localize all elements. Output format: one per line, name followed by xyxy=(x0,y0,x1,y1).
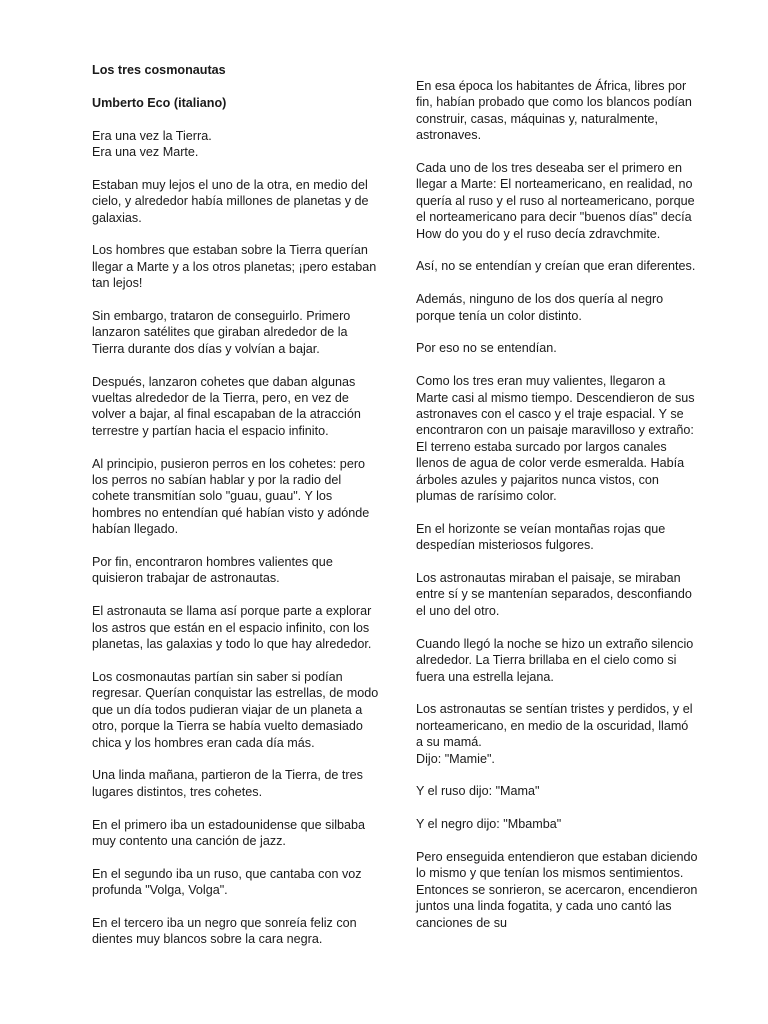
paragraph xyxy=(416,160,698,242)
paragraph xyxy=(92,374,382,440)
document-title: Los tres cosmonautas xyxy=(92,63,226,77)
paragraph xyxy=(416,701,698,767)
paragraph-line: En el segundo iba un ruso, que cantaba con voz profunda "Volga, Volga". xyxy=(92,866,362,898)
paragraph xyxy=(92,817,382,850)
paragraph xyxy=(416,78,698,144)
paragraph xyxy=(416,570,698,619)
paragraph xyxy=(416,636,698,685)
paragraph-line: Los astronautas se sentían tristes y perdidos, y el norteamericano, en medio de la oscuridad, llamó a su mamá. xyxy=(416,702,693,750)
paragraph xyxy=(416,849,698,931)
paragraph xyxy=(92,308,382,357)
document-author: Umberto Eco (italiano) xyxy=(92,95,227,110)
paragraph-line: Y el ruso dijo: "Mama" xyxy=(416,784,540,799)
paragraph xyxy=(92,866,382,899)
paragraph-line: Así, no se entendían y creían que eran diferentes. xyxy=(416,259,696,274)
paragraph xyxy=(416,783,698,799)
paragraph-line: Y el negro dijo: "Mbamba" xyxy=(416,817,562,832)
paragraph-line: El astronauta se llama así porque parte a explorar los astros que están en el espacio infinito, con los planetas, las galaxias y todo lo que hay alrededor. xyxy=(92,604,372,652)
paragraph-line: Por fin, encontraron hombres valientes que quisieron trabajar de astronautas. xyxy=(92,555,333,586)
paragraph-line: Por eso no se entendían. xyxy=(416,341,557,356)
paragraph xyxy=(416,521,698,554)
paragraph xyxy=(92,603,382,652)
paragraph xyxy=(416,258,698,274)
paragraph-line: Cuando llegó la noche se hizo un extraño silencio alrededor. La Tierra brillaba en el cielo como si fuera una estrella lejana. xyxy=(416,636,694,684)
paragraph xyxy=(92,177,382,226)
left-column xyxy=(92,62,382,964)
paragraph-line: Pero enseguida entendieron que estaban diciendo lo mismo y que tenían los mismos sentimientos. Entonces se sonrieron, se acercaron, encendieron juntos una linda fogatita, y cada uno cantó las canciones de su xyxy=(416,849,698,930)
paragraph-line: Una linda mañana, partieron de la Tierra, de tres lugares distintos, tres cohetes. xyxy=(92,768,363,799)
paragraph-line: Como los tres eran muy valientes, llegaron a Marte casi al mismo tiempo. Descendieron de sus astronaves con el casco y el traje espacial. Y se encontraron con un paisaje maravilloso y extraño: El terreno estaba surcado por largos canales llenos de agua de color verde esmeralda. Había árboles azules y pajaritos nunca vistos, con plumas de rarísimo color. xyxy=(416,374,695,504)
paragraph xyxy=(92,128,382,161)
paragraph xyxy=(416,340,698,356)
paragraph-line: Además, ninguno de los dos quería al negro porque tenía un color distinto. xyxy=(416,292,664,323)
paragraph xyxy=(92,915,382,948)
paragraph-line: Sin embargo, trataron de conseguirlo. Primero lanzaron satélites que giraban alrededor de la Tierra durante dos días y volvían a bajar. xyxy=(92,309,351,356)
paragraph xyxy=(92,242,382,291)
paragraph xyxy=(92,456,382,538)
paragraph-line: Era una vez la Tierra. xyxy=(92,128,212,143)
paragraph xyxy=(92,767,382,800)
paragraph-line: Al principio, pusieron perros en los cohetes: pero los perros no sabían hablar y por la radio del cohete transmitían solo "guau, guau". Y los hombres no entendían qué habían visto y adónde habían llegado. xyxy=(92,456,370,537)
paragraph xyxy=(416,373,698,504)
paragraph-line: Después, lanzaron cohetes que daban algunas vueltas alrededor de la Tierra, pero, en vez de volver a bajar, al final escapaban de la atracción terrestre y partían hacia el espacio infinito. xyxy=(92,374,361,438)
paragraph xyxy=(92,669,382,751)
paragraph-line: Estaban muy lejos el uno de la otra, en medio del cielo, y alrededor había millones de planetas y de galaxias. xyxy=(92,177,369,225)
right-column xyxy=(416,78,698,947)
paragraph-line: En el horizonte se veían montañas rojas que despedían misteriosos fulgores. xyxy=(416,521,666,553)
paragraph-line: Era una vez Marte. xyxy=(92,145,199,159)
paragraph-line: Los astronautas miraban el paisaje, se miraban entre sí y se mantenían separados, desconfiando el uno del otro. xyxy=(416,571,692,618)
paragraph xyxy=(92,554,382,587)
paragraph-line: En esa época los habitantes de África, libres por fin, habían probado que como los blancos podían construir, casas, máquinas y, naturalmente, astronaves. xyxy=(416,79,692,143)
paragraph-line: Los cosmonautas partían sin saber si podían regresar. Querían conquistar las estrellas, de modo que un día todos pudieran viajar de un planeta a otro, porque la Tierra se había vuelto demasiado chica y los hombres eran cada día más. xyxy=(92,669,379,750)
paragraph-line: En el tercero iba un negro que sonreía feliz con dientes muy blancos sobre la cara negra. xyxy=(92,915,357,947)
paragraph-line: Los hombres que estaban sobre la Tierra querían llegar a Marte y a los otros planetas; ¡pero estaban tan lejos! xyxy=(92,243,377,291)
paragraph-line: En el primero iba un estadounidense que silbaba muy contento una canción de jazz. xyxy=(92,817,366,848)
paragraph-line: Cada uno de los tres deseaba ser el primero en llegar a Marte: El norteamericano, en realidad, no quería al ruso y el ruso al norteamericano, porque el norteamericano para decir "buenos días" decía How do you do y el ruso decía zdravchmite. xyxy=(416,161,695,241)
paragraph xyxy=(416,816,698,832)
header-block xyxy=(92,62,382,111)
paragraph-line: Dijo: "Mamie". xyxy=(416,751,495,766)
left-paragraphs xyxy=(92,128,382,948)
right-paragraphs xyxy=(416,78,698,931)
paragraph xyxy=(416,291,698,324)
